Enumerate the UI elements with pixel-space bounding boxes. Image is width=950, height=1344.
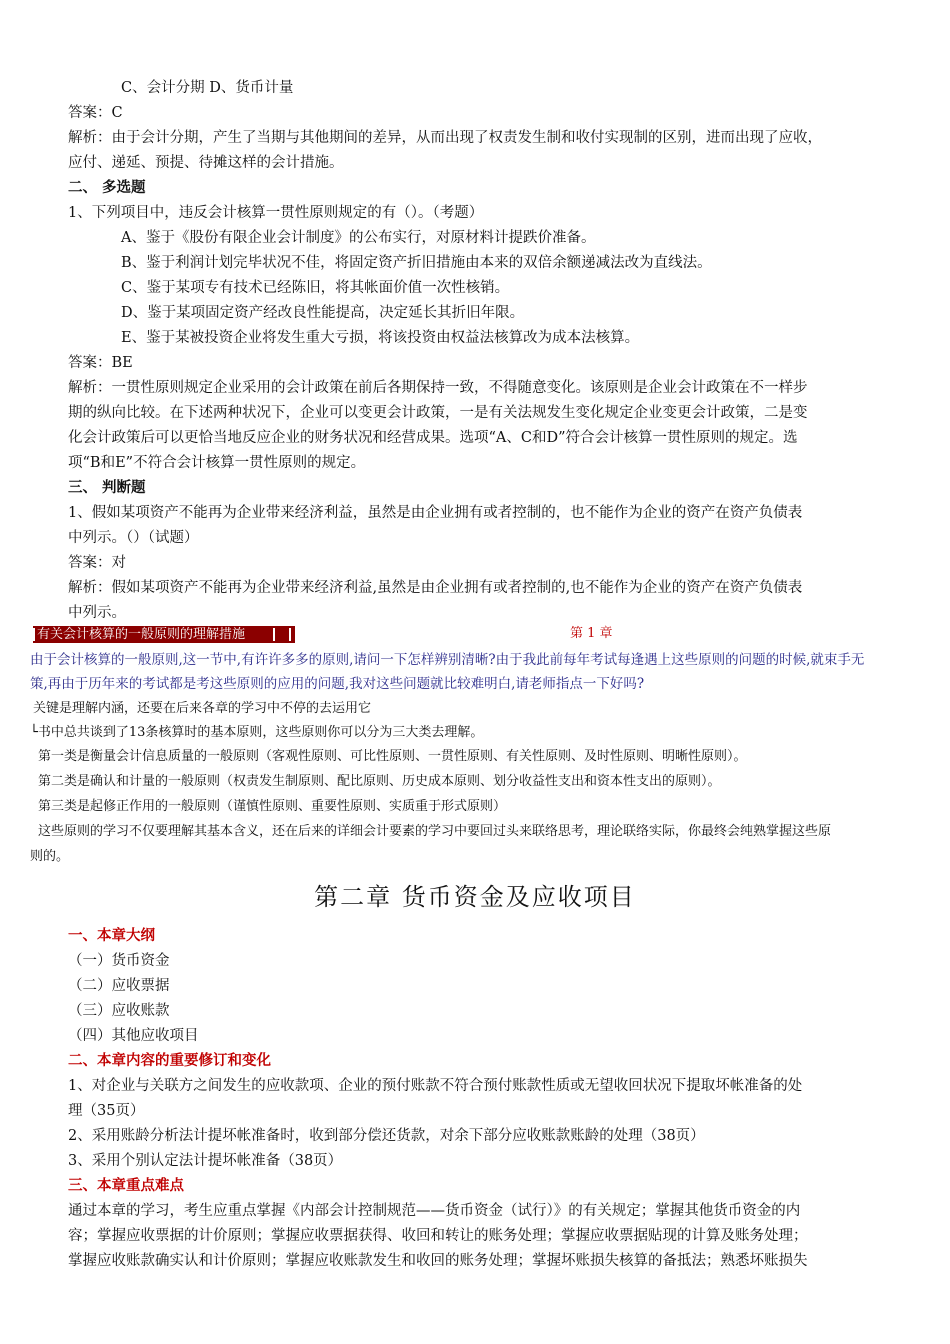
outline-item-3: （三）应收账款 bbox=[68, 1003, 170, 1019]
outline-item-4: （四）其他应收项目 bbox=[68, 1028, 199, 1044]
outline-heading: 一、本章大纲 bbox=[68, 928, 155, 944]
multi-answer: 答案：BE bbox=[68, 355, 133, 371]
revision-1-line-2: 理（35页） bbox=[68, 1103, 145, 1119]
option-cd: C、会计分期 D、货币计量 bbox=[121, 80, 294, 96]
multi-question: 1、下列项目中，违反会计核算一贯性原则规定的有（）。（考题） bbox=[68, 205, 484, 221]
judge-question-line-2: 中列示。（）（试题） bbox=[68, 530, 199, 546]
key-points-line-3: 掌握应收账款确实认和计价原则；掌握应收账款发生和收回的账务处理；掌握坏账损失核算的备抵法；熟悉坏账损失 bbox=[68, 1253, 808, 1269]
multi-option-d: D、鉴于某项固定资产经改良性能提高，决定延长其折旧年限。 bbox=[121, 305, 525, 321]
analysis-prev-line-1: 解析：由于会计分期，产生了当期与其他期间的差异，从而出现了权责发生制和收付实现制的区别，进而出现了应收， bbox=[68, 130, 822, 146]
revision-1-line-1: 1、对企业与关联方之间发生的应收款项、企业的预付账款不符合预付账款性质或无望收回状况下提取坏帐准备的处 bbox=[68, 1078, 803, 1094]
multi-choice-heading: 二、 多选题 bbox=[68, 180, 146, 196]
key-points-heading: 三、本章重点难点 bbox=[68, 1178, 184, 1194]
qa-reply-line-3: 第一类是衡量会计信息质量的一般原则（客观性原则、可比性原则、一贯性原则、有关性原则、及时性原则、明晰性原则）。 bbox=[38, 749, 747, 764]
qa-topic-banner bbox=[33, 626, 295, 643]
qa-reply-line-2: └书中总共谈到了13条核算时的基本原则，这些原则你可以分为三大类去理解。 bbox=[30, 725, 484, 740]
revision-2: 2、采用账龄分析法计提坏帐准备时，收到部分偿还货款，对余下部分应收账款账龄的处理（38页） bbox=[68, 1128, 705, 1144]
banner-mid-bar bbox=[273, 628, 275, 641]
qa-question-line-2: 策,再由于历年来的考试都是考这些原则的应用的问题,我对这些问题就比较难明白,请老师指点一下好吗? bbox=[30, 676, 645, 692]
answer-prev: 答案：C bbox=[68, 105, 123, 121]
key-points-line-1: 通过本章的学习，考生应重点掌握《内部会计控制规范——货币资金（试行）》的有关规定；掌握其他货币资金的内 bbox=[68, 1203, 801, 1219]
multi-option-a: A、鉴于《股份有限企业会计制度》的公布实行，对原材料计提跌价准备。 bbox=[121, 230, 596, 246]
judge-answer: 答案：对 bbox=[68, 555, 126, 571]
qa-topic-title: 有关会计核算的一般原则的理解措施 bbox=[37, 627, 246, 642]
outline-item-1: （一）货币资金 bbox=[68, 953, 170, 969]
qa-reply-line-7: 则的。 bbox=[30, 849, 70, 864]
judge-analysis-line-1: 解析：假如某项资产不能再为企业带来经济利益,虽然是由企业拥有或者控制的,也不能作为企业的资产在资产负债表 bbox=[68, 580, 803, 596]
multi-analysis-line-4: 项“B和E”不符合会计核算一贯性原则的规定。 bbox=[68, 455, 366, 471]
multi-option-e: E、鉴于某被投资企业将发生重大亏损，将该投资由权益法核算改为成本法核算。 bbox=[121, 330, 640, 346]
key-points-line-2: 容；掌握应收票据的计价原则；掌握应收票据获得、收回和转让的账务处理；掌握应收票据贴现的计算及账务处理； bbox=[68, 1228, 808, 1244]
multi-option-c: C、鉴于某项专有技术已经陈旧，将其帐面价值一次性核销。 bbox=[121, 280, 510, 296]
chapter-2-title: 第二章 货币资金及应收项目 bbox=[314, 883, 636, 911]
analysis-prev-line-2: 应付、递延、预提、待摊这样的会计措施。 bbox=[68, 155, 344, 171]
multi-option-b: B、鉴于利润计划完毕状况不佳，将固定资产折旧措施由本来的双倍余额递减法改为直线法。 bbox=[121, 255, 712, 271]
banner-left-bar bbox=[33, 628, 35, 641]
qa-reply-line-1: 关键是理解内涵，还要在后来各章的学习中不停的去运用它 bbox=[33, 701, 372, 716]
banner-right-bar bbox=[289, 628, 291, 641]
multi-analysis-line-2: 期的纵向比较。在下述两种状况下，企业可以变更会计政策，一是有关法规发生变化规定企业变更会计政策，二是变 bbox=[68, 405, 808, 421]
chapter-tag: 第 1 章 bbox=[570, 626, 613, 641]
judge-heading: 三、 判断题 bbox=[68, 480, 146, 496]
qa-reply-line-4: 第二类是确认和计量的一般原则（权责发生制原则、配比原则、历史成本原则、划分收益性支出和资本性支出的原则）。 bbox=[38, 774, 721, 789]
multi-analysis-line-1: 解析：一贯性原则规定企业采用的会计政策在前后各期保持一致，不得随意变化。该原则是企业会计政策在不一样步 bbox=[68, 380, 808, 396]
qa-reply-line-6: 这些原则的学习不仅要理解其基本含义，还在后来的详细会计要素的学习中要回过头来联络思考，理论联络实际，你最终会纯熟掌握这些原 bbox=[38, 824, 832, 839]
qa-question-line-1: 由于会计核算的一般原则,这一节中,有许许多多的原则,请问一下怎样辨别清晰?由于我此前每年考试每逢遇上这些原则的问题的时候,就束手无 bbox=[30, 652, 865, 668]
judge-question-line-1: 1、假如某项资产不能再为企业带来经济利益，虽然是由企业拥有或者控制的，也不能作为企业的资产在资产负债表 bbox=[68, 505, 803, 521]
qa-reply-line-5: 第三类是起修正作用的一般原则（谨慎性原则、重要性原则、实质重于形式原则） bbox=[38, 799, 507, 814]
outline-item-2: （二）应收票据 bbox=[68, 978, 170, 994]
revision-3: 3、采用个别认定法计提坏帐准备（38页） bbox=[68, 1153, 343, 1169]
multi-analysis-line-3: 化会计政策后可以更恰当地反应企业的财务状况和经营成果。选项“A、C和D”符合会计核算一贯性原则的规定。选 bbox=[68, 430, 798, 446]
revision-heading: 二、本章内容的重要修订和变化 bbox=[68, 1053, 271, 1069]
judge-analysis-line-2: 中列示。 bbox=[68, 605, 126, 621]
